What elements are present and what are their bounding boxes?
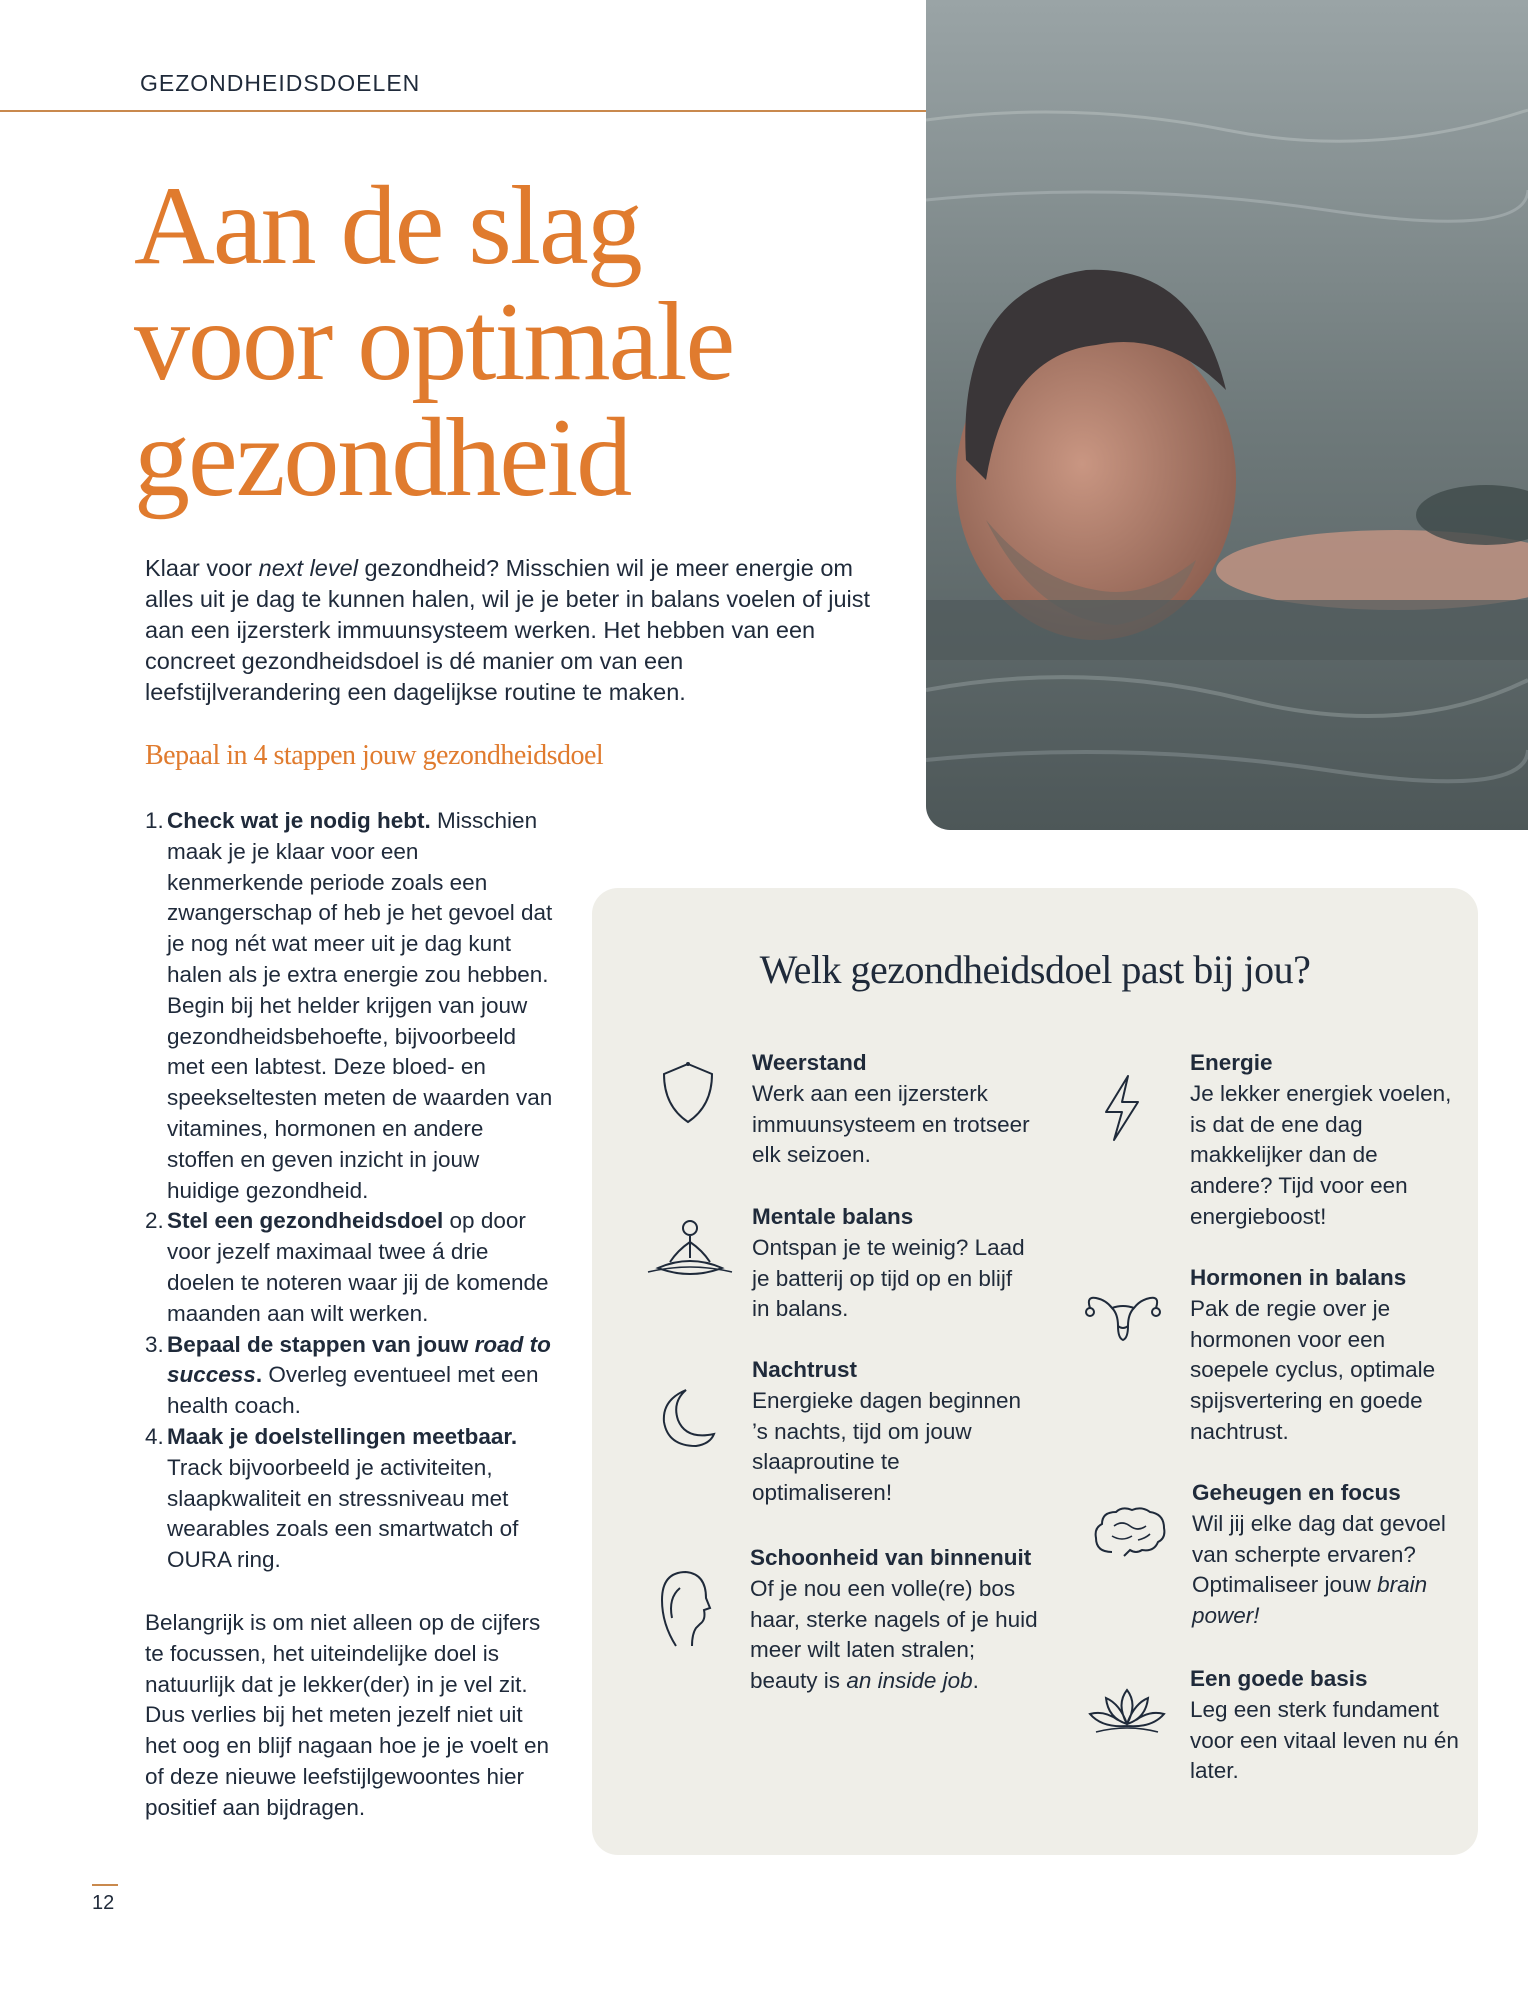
uterus-icon: [1082, 1292, 1164, 1344]
header-rule: [0, 110, 926, 112]
intro-paragraph: [145, 553, 885, 708]
goal-geheugen: Geheugen en focus Wil jij elke dag dat gevoel van scherpte ervaren? Optimaliseer jouw brain power!: [1192, 1480, 1446, 1629]
steps-list: [145, 806, 555, 1576]
page-number: 12: [92, 1892, 115, 1914]
closing-paragraph: Belangrijk is om niet alleen op de cijfers te focussen, het uiteindelijke doel is natuurlijk dat je lekker(der) in je vel zit. Dus verlies bij het meten jezelf niet uit het oog en blijf nagaan hoe je je voelt en of deze nieuwe leefstijlgewoontes hier positief aan bijdragen.: [145, 1610, 550, 1820]
meditation-icon: [644, 1218, 736, 1282]
goals-card-title: Welk gezondheidsdoel past bij jou?: [759, 947, 1311, 992]
headline-line-3: gezondheid: [134, 396, 631, 520]
step-number: 2.: [145, 1208, 164, 1234]
page-number-rule: [92, 1884, 118, 1886]
step-title: Stel een gezondheidsdoel: [167, 1208, 444, 1234]
steps-subheading: Bepaal in 4 stappen jouw gezondheidsdoel: [145, 740, 604, 771]
step-2: [145, 1206, 555, 1329]
goal-mentale-balans: Mentale balans Ontspan je te weinig? Laad je batterij op tijd op en blijf in balans.: [752, 1204, 1025, 1322]
step-text: Overleg eventueel met een health coach.: [167, 1362, 539, 1419]
step-number: 4.: [145, 1423, 164, 1449]
shield-icon: [660, 1060, 716, 1126]
goal-schoonheid: Schoonheid van binnenuit Of je nou een volle(re) bos haar, sterke nagels of je huid meer wilt laten stralen; beauty is an inside job.: [750, 1545, 1038, 1694]
intro-italic: next level: [258, 555, 358, 581]
step-text: op door voor jezelf maximaal twee á drie doelen te noteren waar jij de komende maanden aan wilt werken.: [167, 1208, 549, 1326]
brain-icon: [1092, 1504, 1168, 1558]
intro-text-2: gezondheid? Misschien wil je meer energie om alles uit je dag te kunnen halen, wil je je beter in balans voelen of juist aan een ijzersterk immuunsysteem werken. Het hebben van een concreet gezondheidsdoel is dé manier om van een leefstijlverandering een dagelijkse routine te maken.: [145, 555, 871, 705]
step-3: [145, 1330, 555, 1422]
step-title: Maak je doelstellingen meetbaar.: [167, 1423, 518, 1449]
goal-energie: Energie Je lekker energiek voelen, is dat de ene dag makkelijker dan de andere? Tijd voor een energieboost!: [1190, 1050, 1452, 1229]
intro-text-1: Klaar voor: [145, 555, 259, 581]
step-title: Check wat je nodig hebt.: [167, 808, 431, 833]
goals-card: [592, 888, 1478, 1855]
step-text: Misschien maak je je klaar voor een kenmerkende periode zoals een zwangerschap of heb je het gevoel dat je nog nét wat meer uit je dag kunt halen als je extra energie zou hebben. Begin bij het helder krijgen van jouw gezondheidsbehoefte, bijvoorbeeld met een labtest. Deze bloed- en speekseltesten meten de waarden van vitamines, hormonen en andere stoffen en geven inzicht in jouw huidige gezondheid.: [167, 808, 553, 1203]
step-title: Bepaal de stappen van jouw road to success.: [167, 1331, 551, 1388]
moon-icon: [656, 1386, 716, 1450]
goal-nachtrust: Nachtrust Energieke dagen beginnen ’s nachts, tijd om jouw slaaproutine te optimaliseren!: [752, 1357, 1021, 1506]
goal-weerstand: Weerstand Werk aan een ijzersterk immuunsysteem en trotseer elk seizoen.: [752, 1050, 1030, 1168]
goal-basis: Een goede basis Leg een sterk fundament voor een vitaal leven nu én later.: [1190, 1666, 1459, 1784]
step-4: [145, 1422, 555, 1576]
lightning-icon: [1102, 1074, 1142, 1142]
step-1: [145, 806, 555, 1206]
step-number: 3.: [145, 1331, 164, 1357]
step-text: Track bijvoorbeeld je activiteiten, slaapkwaliteit en stressniveau met wearables zoals een smartwatch of OURA ring.: [167, 1454, 519, 1573]
swimmer-photo: [926, 0, 1528, 830]
headline: [134, 164, 894, 520]
lotus-icon: [1086, 1684, 1168, 1736]
goal-hormonen: Hormonen in balans Pak de regie over je hormonen voor een soepele cyclus, optimale spijsvertering en goede nachtrust.: [1190, 1265, 1436, 1444]
headline-line-1: Aan de slag: [134, 164, 641, 288]
step-number: 1.: [145, 808, 164, 833]
headline-line-2: voor optimale: [134, 280, 734, 404]
section-label: GEZONDHEIDSDOELEN: [140, 70, 421, 96]
face-profile-icon: [656, 1568, 712, 1650]
